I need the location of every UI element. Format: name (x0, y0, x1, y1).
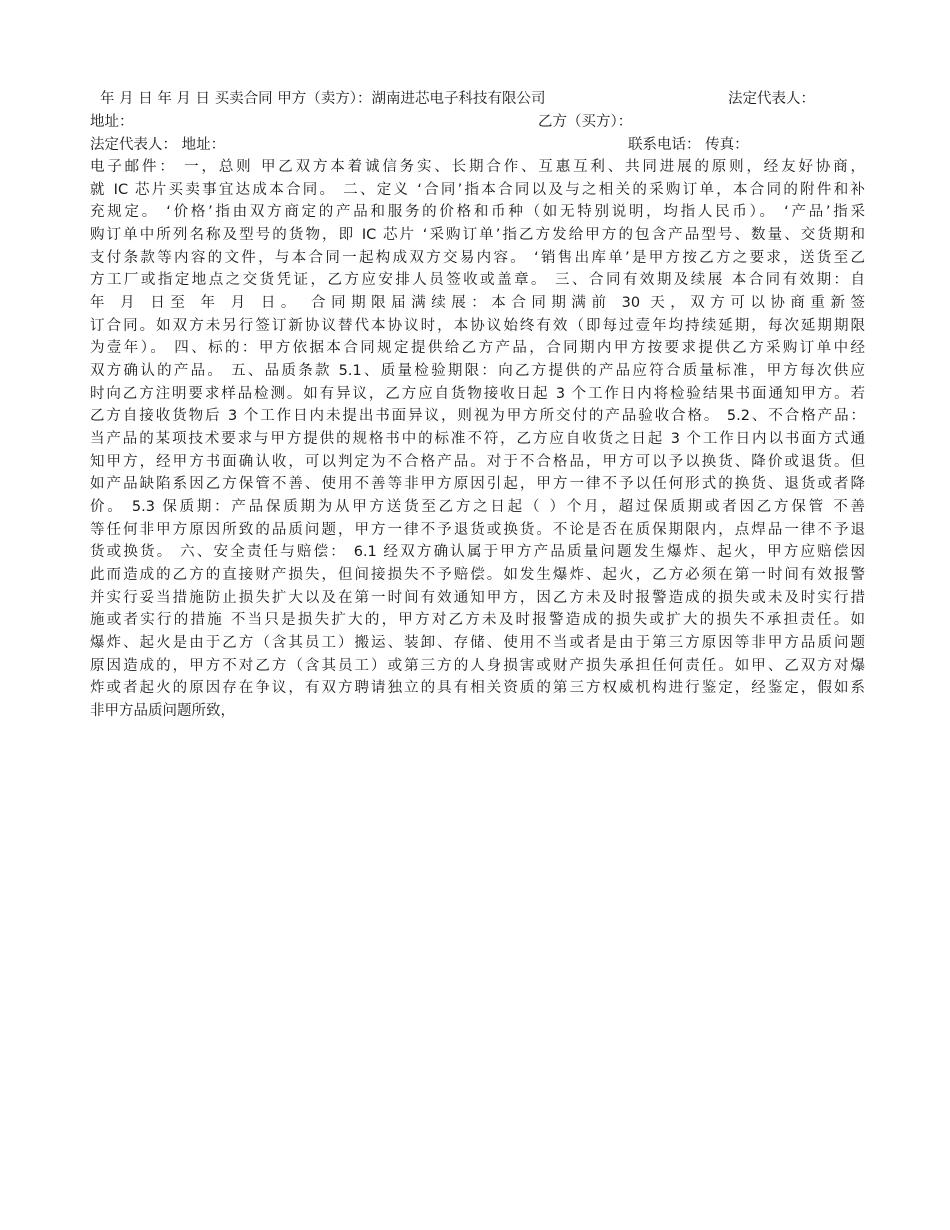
paragraph-line: 充规定。 ‘价格’指由双方商定的产品和服务的价格和币种（如无特别说明，均指人民币）。 ‘产品’指采 (90, 204, 865, 220)
buyer-legal-rep-address-label: 法定代表人： 地址： (90, 137, 226, 153)
paragraph-line: 此而造成的乙方的直接财产损失，但间接损失不予赔偿。如发生爆炸、起火，乙方必须在第一时间有效报警 (90, 567, 865, 583)
contract-title-seller: 年 月 日 年 月 日 买卖合同 甲方（卖方）：湖南进芯电子科技有限公司 (100, 91, 546, 107)
paragraph-line: 就 IC 芯片买卖事宜达成本合同。 二、定义 ‘合同’指本合同以及与之相关的采购订单，本合同的附件和补 (90, 182, 865, 198)
header-line-address (90, 112, 865, 133)
paragraph-line: 货或换货。 六、安全责任与赔偿： 6.1 经双方确认属于甲方产品质量问题发生爆炸、起火，甲方应赔偿因 (90, 544, 865, 560)
buyer-label: 乙方（买方）： (538, 114, 633, 130)
paragraph-line: 并实行妥当措施防止损失扩大以及在第一时间有效通知甲方，因乙方未及时报警造成的损失或未及时实行措 (90, 590, 865, 606)
paragraph-line: 如产品缺陷系因乙方保管不善、使用不善等非甲方原因引起，甲方一律不予以任何形式的换货、退货或者降 (90, 476, 865, 492)
paragraph-line: 支付条款等内容的文件，与本合同一起构成双方交易内容。 ‘销售出库单’是甲方按乙方之要求，送货至乙 (90, 250, 865, 266)
paragraph-line: 当产品的某项技术要求与甲方提供的规格书中的标准不符，乙方应自收货之日起 3 个工作日内以书面方式通 (90, 431, 865, 447)
header-line-buyer-rep (90, 135, 865, 156)
paragraph-line: 施或者实行的措施 不当只是损失扩大的，甲方对乙方未及时报警造成的损失或扩大的损失不承担责任。如 (90, 612, 865, 628)
paragraph-line: 购订单中所列名称及型号的货物，即 IC 芯片 ‘采购订单’指乙方发给甲方的包含产品型号、数量、交货期和 (90, 227, 865, 243)
paragraph-line: 乙方自接收货物后 3 个工作日内未提出书面异议，则视为甲方所交付的产品验收合格。 5.2、不合格产品： (90, 408, 865, 424)
paragraph-line: 爆炸、起火是由于乙方（含其员工）搬运、装卸、存储、使用不当或者是由于第三方原因等非甲方品质问题 (90, 635, 865, 651)
paragraph-line: 为壹年）。 四、标的：甲方依据本合同规定提供给乙方产品，合同期内甲方按要求提供乙方采购订单中经 (90, 340, 865, 356)
paragraph-line: 年 月 日至 年 月 日。 合同期限届满续展：本合同期满前 30 天，双方可以协商重新签 (90, 295, 865, 311)
paragraph-line: 订合同。如双方未另行签订新协议替代本协议时，本协议始终有效（即每过壹年均持续延期，每次延期期限 (90, 318, 865, 334)
paragraph-line: 价。 5.3 保质期：产品保质期为从甲方送货至乙方之日起（ ）个月，超过保质期或者因乙方保管 不善 (90, 499, 865, 515)
paragraph-line: 电子邮件： 一，总则 甲乙双方本着诚信务实、长期合作、互惠互利、共同进展的原则，经友好协商， (90, 159, 865, 175)
paragraph-line: 原因造成的，甲方不对乙方（含其员工）或第三方的人身损害或财产损失承担任何责任。如甲、乙双方对爆 (90, 658, 865, 674)
paragraph-line: 炸或者起火的原因存在争议，有双方聘请独立的具有相关资质的第三方权威机构进行鉴定，经鉴定，假如系 (90, 680, 865, 696)
contact-fax-label: 联系电话： 传真： (628, 137, 749, 153)
paragraph-line: 时向乙方注明要求样品检测。如有异议，乙方应自货物接收日起 3 个工作日内将检验结果书面通知甲方。若 (90, 386, 865, 402)
paragraph-line: 知甲方，经甲方书面确认收，可以判定为不合格产品。对于不合格品，甲方可以予以换货、降价或退货。但 (90, 454, 865, 470)
seller-legal-rep-label: 法定代表人： (728, 91, 815, 107)
paragraph-line-last: 非甲方品质问题所致， (90, 703, 235, 719)
paragraph-line: 方工厂或指定地点之交货凭证，乙方应安排人员签收或盖章。 三、合同有效期及续展 本合同有效期：自 (90, 272, 865, 288)
paragraph-line: 双方确认的产品。 五、品质条款 5.1、质量检验期限：向乙方提供的产品应符合质量标准，甲方每次供应 (90, 363, 865, 379)
header-line-title (90, 89, 865, 110)
paragraph-line: 等任何非甲方原因所致的品质问题，甲方一律不予退货或换货。不论是否在质保期限内，点焊品一律不予退 (90, 522, 865, 538)
seller-address-label: 地址： (90, 114, 134, 130)
